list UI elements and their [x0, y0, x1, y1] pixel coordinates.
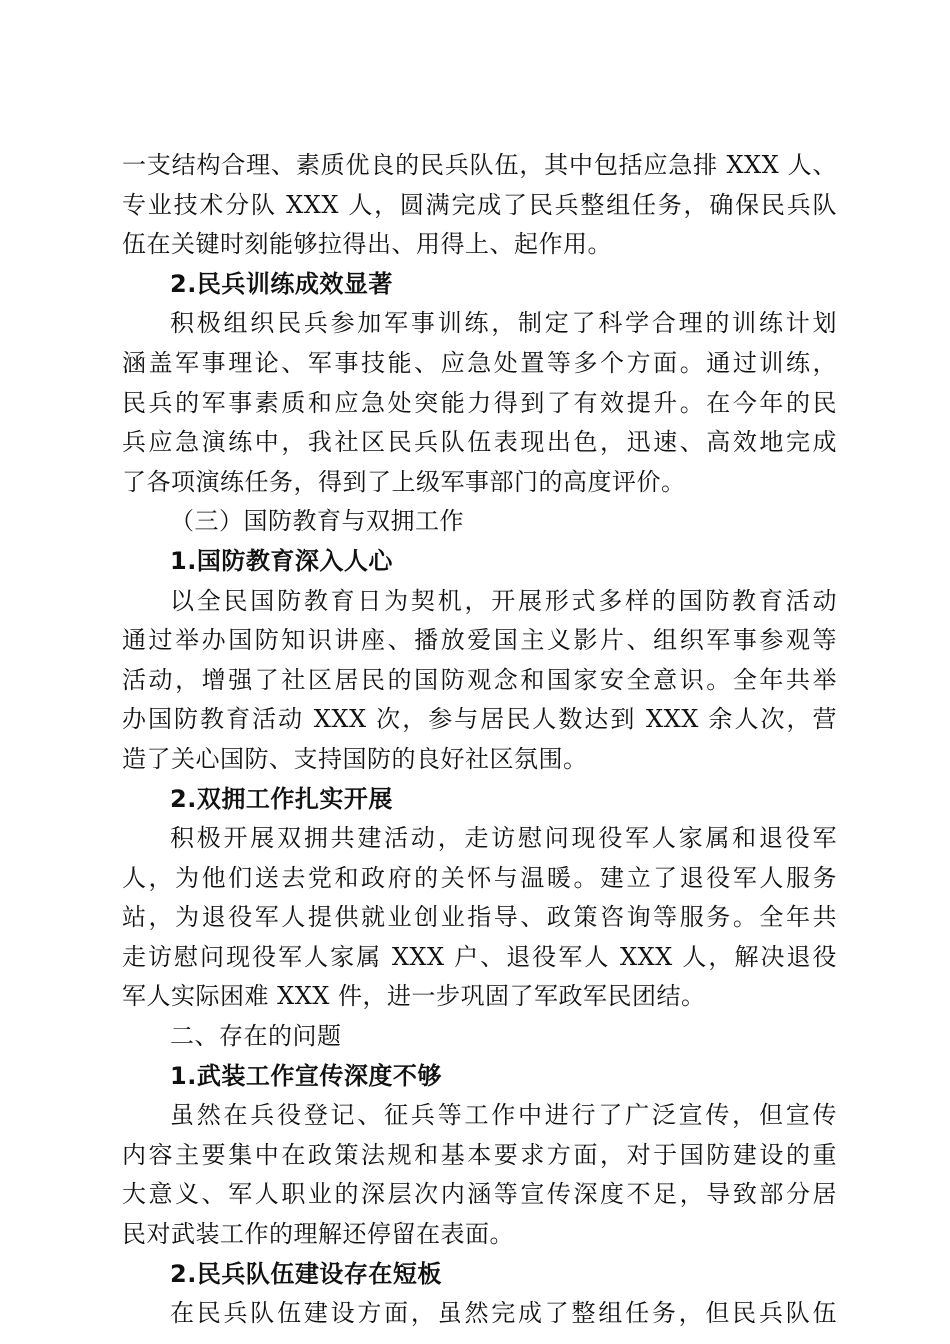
- text-line: 军人实际困难 XXX 件，进一步巩固了军政军民团结。: [122, 982, 706, 1011]
- text-line: 民对武装工作的理解还停留在表面。: [122, 1220, 514, 1249]
- text-line: 人，为他们送去党和政府的关怀与温暖。建立了退役军人服务: [122, 863, 837, 892]
- text-line: 走访慰问现役军人家属 XXX 户、退役军人 XXX 人，解决退役: [122, 942, 837, 971]
- subheading-double-support: 2.双拥工作扎实开展: [170, 784, 393, 813]
- text-line: 专业技术分队 XXX 人，圆满完成了民兵整组任务，确保民兵队: [122, 190, 837, 219]
- text-line: 积极组织民兵参加军事训练，制定了科学合理的训练计划: [170, 309, 837, 338]
- text-line: 在民兵队伍建设方面，虽然完成了整组任务，但民兵队伍: [170, 1299, 837, 1328]
- text-line: 兵应急演练中，我社区民兵队伍表现出色，迅速、高效地完成: [122, 428, 837, 457]
- subheading-militia-shortcomings: 2.民兵队伍建设存在短板: [170, 1259, 442, 1288]
- text-line: 民兵的军事素质和应急处突能力得到了有效提升。在今年的民: [122, 388, 837, 417]
- text-line: 大意义、军人职业的深层次内涵等宣传深度不足，导致部分居: [122, 1180, 837, 1209]
- text-line: 伍在关键时刻能够拉得出、用得上、起作用。: [122, 230, 612, 259]
- text-line: 站，为退役军人提供就业创业指导、政策咨询等服务。全年共: [122, 903, 837, 932]
- text-line: 造了关心国防、支持国防的良好社区氛围。: [122, 744, 588, 773]
- subheading-publicity-depth: 1.武装工作宣传深度不够: [170, 1061, 442, 1090]
- text-line: 内容主要集中在政策法规和基本要求方面，对于国防建设的重: [122, 1140, 837, 1169]
- heading-defense-education: （三）国防教育与双拥工作: [170, 507, 464, 536]
- document-body: [122, 146, 837, 1334]
- text-line: 积极开展双拥共建活动，走访慰问现役军人家属和退役军: [170, 824, 837, 853]
- subheading-defense-education: 1.国防教育深入人心: [170, 546, 393, 575]
- section-heading-problems: 二、存在的问题: [170, 1022, 342, 1051]
- text-line: 一支结构合理、素质优良的民兵队伍，其中包括应急排 XXX 人、: [122, 151, 837, 179]
- text-line: 涵盖军事理论、军事技能、应急处置等多个方面。通过训练，: [122, 348, 837, 377]
- text-line: 虽然在兵役登记、征兵等工作中进行了广泛宣传，但宣传: [170, 1101, 837, 1130]
- text-line: 以全民国防教育日为契机，开展形式多样的国防教育活动: [170, 586, 837, 615]
- text-line: 办国防教育活动 XXX 次，参与居民人数达到 XXX 余人次，营: [122, 705, 837, 734]
- text-line: 活动，增强了社区居民的国防观念和国家安全意识。全年共举: [122, 665, 837, 694]
- text-line: 了各项演练任务，得到了上级军事部门的高度评价。: [122, 467, 686, 496]
- subheading-militia-training: 2.民兵训练成效显著: [170, 269, 393, 298]
- text-line: 通过举办国防知识讲座、播放爱国主义影片、组织军事参观等: [122, 626, 837, 655]
